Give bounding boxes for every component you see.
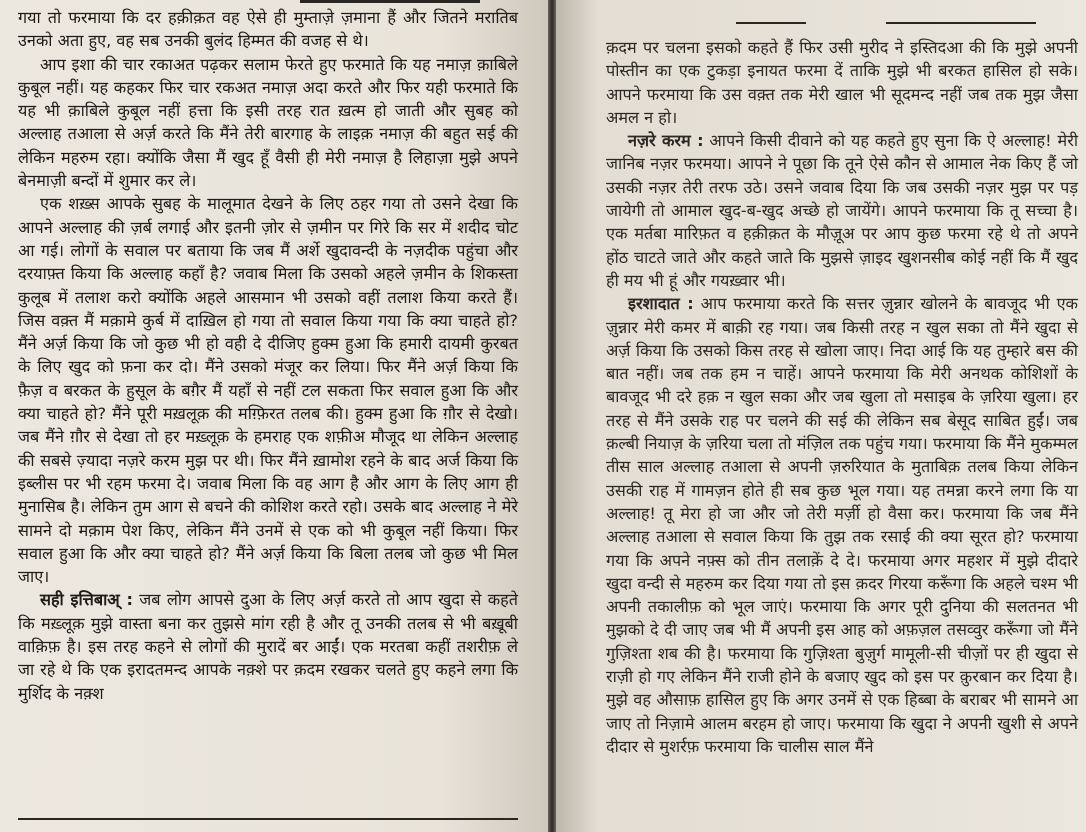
right-paragraph-2-text: आपने किसी दीवाने को यह कहते हुए सुना कि ऐ अल्लाह! मेरी जानिब नज़र फरमया। आपने ने पूछा कि तूने ऐसे कौन से आमाल नेक किए हैं जो उसकी नज़र तेरी तरफ उठे। उसने जवाब दिया कि जब उसकी नज़र मुझ पर पड़ जायेगी तो आमाल खुद-ब-खुद अच्छे हो जायेंगे। आपने फरमाया कि तू सच्चा है। एक मर्तबा मारिफ़त व हक़ीक़त के मौज़ूअ पर आप कुछ फरमा रहे थे तो अपने होंठ चाटते जाते और कहते जाते कि मुझसे ज़ाइद खुशनसीब कोई नहीं कि मैं खुद ही मय भी हूं और गयख़्वार भी। xyxy=(606,131,1079,290)
left-paragraph-4-text: जब लोग आपसे दुआ के लिए अर्ज़ करते तो आप खुदा से कहते कि मख़्लूक़ मुझे वास्ता बना कर तुझसे मांग रही है और तू उनकी तलब से भी बख़ूबी वाक़िफ़ है। इस तरह कहने से लोगों की मुरादें बर आईं। एक मरतबा कहीं तशरीफ़ ले जा रहे थे कि एक इरादतमन्द आपके नक़्शे पर क़दम रखकर चलते हुए कहने लगा कि मुर्शिद के नक़्श xyxy=(18,590,519,703)
left-paragraph-4 xyxy=(18,588,518,704)
left-paragraph-4-heading: सही इत्तिबाअ् : xyxy=(40,590,133,610)
right-paragraph-1-text: क़दम पर चलना इसको कहते हैं फिर उसी मुरीद ने इस्तिदआ की कि मुझे अपनी पोस्तीन का एक टुकड़ा इनायत फरमा दें ताकि मुझे भी बरकत हासिल हो सके। आपने फरमाया कि उस वक़्त तक मेरी खाल भी सूदमन्द नहीं जब तक मुझ जैसा अमल न हो। xyxy=(606,38,1078,127)
right-paragraph-2 xyxy=(606,129,1078,292)
left-paragraph-1 xyxy=(18,6,518,53)
right-paragraph-2-heading: नज़रे करम : xyxy=(628,131,704,151)
right-paragraph-1 xyxy=(606,36,1078,129)
top-rule-left-segment xyxy=(736,22,806,24)
left-paragraph-3 xyxy=(18,192,518,588)
left-paragraph-2-text: आप इशा की चार रकाअत पढ़कर सलाम फेरते हुए फरमाते कि यह नमाज़ क़ाबिले कुबूल नहीं। यह कहकर फिर चार रकअत नमाज़ अदा करते और फिर यही फरमाते कि यह भी क़ाबिले कुबूल नहीं हत्ता कि इसी तरह रात ख़त्म हो जाती और सुबह को अल्लाह तआला से अर्ज़ करते कि मैंने तेरी बारगाह के लाइक़ नमाज़ की बहुत सई की लेकिन महरुम रहा। क्योंकि जैसा मैं खुद हूँ वैसी ही मेरी नमाज़ है लिहाज़ा मुझे अपने बेनमाज़ी बन्दों में शुमार कर ले। xyxy=(18,54,518,191)
top-rule xyxy=(300,0,480,3)
left-paragraph-2 xyxy=(18,53,518,193)
right-paragraph-3-text: आप फरमाया करते कि सत्तर ज़ुन्नार खोलने के बावजूद भी एक ज़ुन्नार मेरी कमर में बाक़ी रह गया। जब किसी तरह न खुल सका तो मैंने खुदा से अर्ज़ किया कि उसको किस तरह से खोला जाए। निदा आई कि यह तुम्हारे बस की बात नहीं। जब तक हम न चाहें। आपने फरमाया कि मेरी अनथक कोशिशों के बावजूद भी दरे हक़ न खुल सका और जब खुला तो मसाइब के ज़रिया खुला। हर तरह से मैंने उसके राह पर चलने की सई की लेकिन सब बेसूद साबित हुईं। जब क़ल्बी नियाज़ के ज़रिया चला तो मंज़िल तक पहुंच गया। फरमाया कि मैंने मुकम्मल तीस साल अल्लाह तआला से अपनी ज़रुरियात के मुताबिक़ तलब किया लेकिन उसकी राह में गामज़न होते ही सब कुछ भूल गया। यह तमन्ना करने लगा कि या अल्लाह! तू मेरा हो जा और जो तेरी मर्ज़ी हो वैसा कर। फरमाया कि जब मैंने अल्लाह तआला से सवाल किया कि तुझ तक रसाई की क्या सूरत हो? फरमाया गया कि अपने नफ़्स को तीन तलाक़ें दे दे। फरमाया अगर महशर में मुझे दीदारे खुदा वन्दी से महरुम कर दिया गया तो इस क़दर गिरया करूँगा कि अहले चश्म भी अपनी तकालीफ़ को भूल जाएं। फरमाया कि अगर पूरी दुनिया की सलतनत भी मुझको दे दी जाए जब भी मैं अपनी इस आह को अफ़ज़ल तसव्वुर करूँगा जो मैंने गुज़िश्ता शब की है। फरमाया कि गुज़िश्ता बुज़ुर्ग मामूली-सी चीज़ों पर ही खुदा से राज़ी हो गए लेकिन मैंने राजी होने के बजाए खुद को इस पर क़ुरबान कर दिया है। मुझे वह औसाफ़ हासिल हुए कि अगर उनमें से एक हिब्बा के बराबर भी सामने आ जाए तो निज़ामे आलम बरहम हो जाए। फरमाया कि खुदा ने अपनी खुशी से अपने दीदार से मुशर्रफ़ फरमाया कि चालीस साल मैंने xyxy=(606,294,1078,756)
right-paragraph-3 xyxy=(606,292,1078,758)
book-gutter xyxy=(548,0,556,832)
bottom-rule xyxy=(18,818,518,820)
left-paragraph-3-text: एक शख़्स आपके सुबह के मालूमात देखने के लिए ठहर गया तो उसने देखा कि आपने अल्लाह की ज़र्ब लगाई और इतनी ज़ोर से ज़मीन पर गिरे कि सर में शदीद चोट आ गई। लोगों के सवाल पर बताया कि जब मैं अर्शे खुदावन्दी के नज़दीक पहुंचा और दरयाफ़्त किया कि अल्लाह कहाँ है? जवाब मिला कि उसको अहले ज़मीन के शिकस्ता कुलूब में तलाश करो क्योंकि अहले आसमान भी उसको वहीं तलाश किया करते हैं। जिस वक़्त मैं मक़ामे कुर्ब में दाख़िल हो गया तो सवाल किया गया कि क्या चाहते हो? मैंने अर्ज़ किया कि जो कुछ भी हो वही दे दीजिए हुक्म हुआ कि हमारी दायमी कुरबत के लिए खुद को फ़ना कर दो। मैंने उसको मंजूर कर लिया। फिर मैंने अर्ज़ किया कि फ़ैज़ व बरकत के हुसूल के बग़ैर मैं यहाँ से नहीं टल सकता फिर सवाल हुआ कि और क्या चाहते हो? मैंने पूरी मख़लूक़ की मग़्फ़िरत तलब की। हुक्म हुआ कि ग़ौर से देखो। जब मैंने ग़ौर से देखा तो हर मख़्लूक़ के हमराह एक शफ़ीअ मौजूद था लेकिन अल्लाह की सबसे ज़्यादा नज़रे करम मुझ पर थी। फिर मैंने ख़ामोश रहने के बाद अर्ज किया कि इब्लीस पर भी रहम फरमा दे। जवाब मिला कि वह आग है और आग के लिए आग ही मुनासिब है। लेकिन तुम आग से बचने की कोशिश करते रहो। उसके बाद अल्लाह ने मेरे सामने दो मक़ाम पेश किए, लेकिन मैंने उनमें से एक को भी कुबूल नहीं किया। फिर सवाल हुआ कि और क्या चाहते हो? मैंने अर्ज़ किया कि बिला तलब जो कुछ भी मिल जाए। xyxy=(18,194,518,587)
right-page xyxy=(556,0,1086,832)
right-paragraph-3-heading: इरशादात : xyxy=(628,294,694,314)
left-paragraph-1-text: गया तो फरमाया कि दर हक़ीक़त वह ऐसे ही मुम्ताज़े ज़माना हैं और जितने मरातिब उनको अता हुए, वह सब उनकी बुलंद हिम्मत की वजह से थे। xyxy=(18,8,518,51)
top-rule-right-segment xyxy=(886,22,1036,24)
